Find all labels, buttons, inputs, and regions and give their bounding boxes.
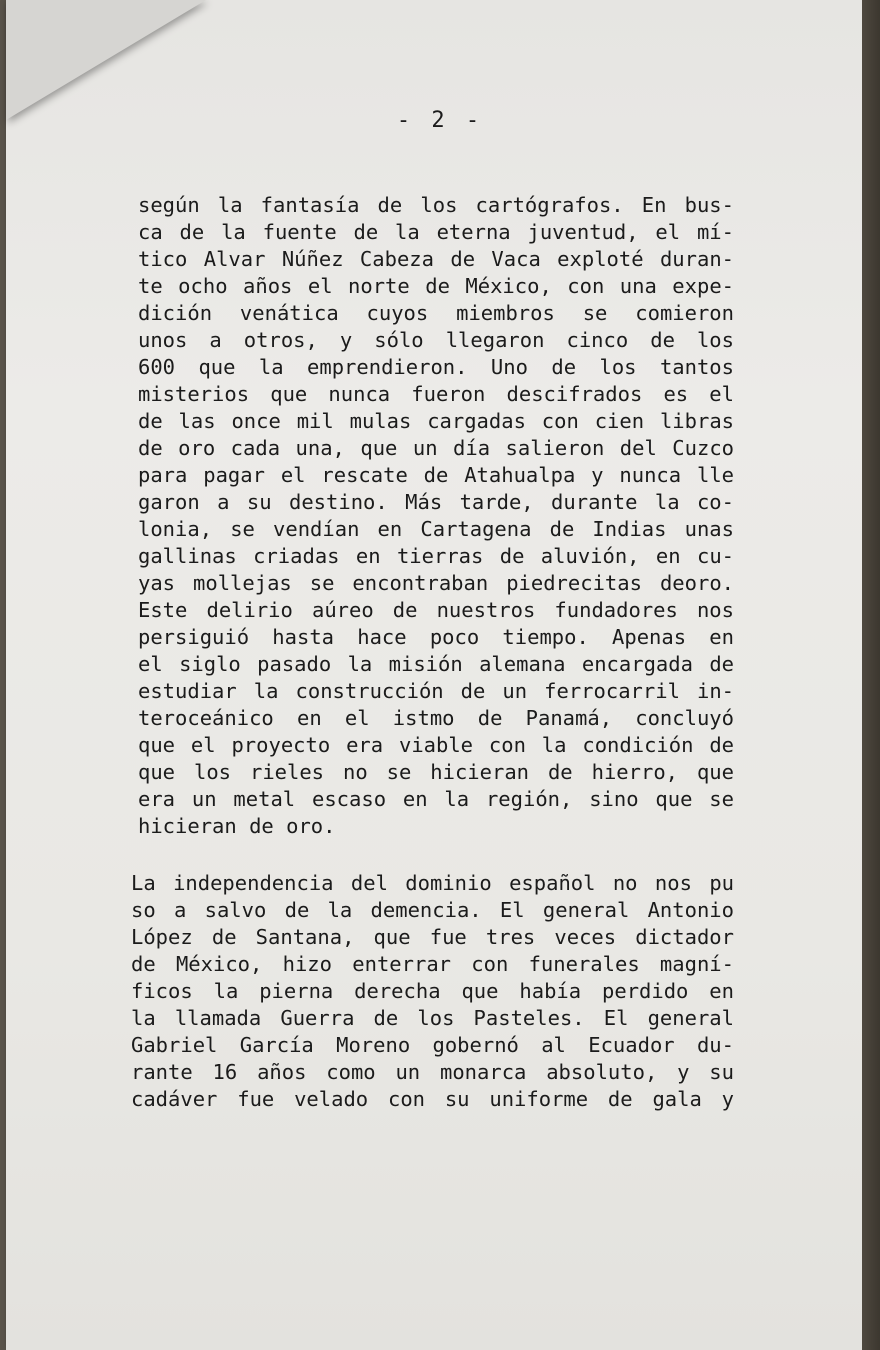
text-line: te ocho años el norte de México, con una expe- xyxy=(138,274,734,298)
text-line: ca de la fuente de la eterna juventud, el mí- xyxy=(138,220,734,244)
text-line: estudiar la construcción de un ferrocarril in- xyxy=(138,679,734,703)
paragraph-1 xyxy=(138,192,734,840)
text-line: que los rieles no se hicieran de hierro, que xyxy=(138,760,734,784)
text-line: de las once mil mulas cargadas con cien libras xyxy=(138,409,734,433)
text-line: de México, hizo enterrar con funerales magní- xyxy=(131,952,734,976)
text-line: el siglo pasado la misión alemana encargada de xyxy=(138,652,734,676)
text-line: garon a su destino. Más tarde, durante la co- xyxy=(138,490,734,514)
folded-sheet-corner xyxy=(6,0,206,120)
text-line: lonia, se vendían en Cartagena de Indias unas xyxy=(138,517,734,541)
text-line: tico Alvar Núñez Cabeza de Vaca exploté duran- xyxy=(138,247,734,271)
text-line: dición venática cuyos miembros se comieron xyxy=(138,301,734,325)
body-text xyxy=(131,192,734,1113)
text-line: López de Santana, que fue tres veces dictador xyxy=(131,925,734,949)
text-line: era un metal escaso en la región, sino que se xyxy=(138,787,734,811)
text-line: misterios que nunca fueron descifrados es el xyxy=(138,382,734,406)
text-line: para pagar el rescate de Atahualpa y nunca lle xyxy=(138,463,734,487)
text-line: unos a otros, y sólo llegaron cinco de los xyxy=(138,328,734,352)
page-edge-shadow xyxy=(862,0,880,1350)
text-line: rante 16 años como un monarca absoluto, y su xyxy=(131,1060,734,1084)
text-line: persiguió hasta hace poco tiempo. Apenas en xyxy=(138,625,734,649)
text-line: hicieran de oro. xyxy=(138,814,336,838)
text-line: según la fantasía de los cartógrafos. En bus- xyxy=(138,193,734,217)
text-line: teroceánico en el istmo de Panamá, concluyó xyxy=(138,706,734,730)
text-line: La independencia del dominio español no nos pu xyxy=(131,871,734,895)
page-number: - 2 - xyxy=(396,108,484,133)
text-line: gallinas criadas en tierras de aluvión, en cu- xyxy=(138,544,734,568)
text-line: 600 que la emprendieron. Uno de los tantos xyxy=(138,355,734,379)
text-line: cadáver fue velado con su uniforme de gala y xyxy=(131,1087,734,1111)
text-line: ficos la pierna derecha que había perdido en xyxy=(131,979,734,1003)
text-line: so a salvo de la demencia. El general Antonio xyxy=(131,898,734,922)
text-line: de oro cada una, que un día salieron del Cuzco xyxy=(138,436,734,460)
text-line: que el proyecto era viable con la condición de xyxy=(138,733,734,757)
text-line: yas mollejas se encontraban piedrecitas deoro. xyxy=(138,571,734,595)
text-line: Gabriel García Moreno gobernó al Ecuador du- xyxy=(131,1033,734,1057)
text-line: Este delirio aúreo de nuestros fundadores nos xyxy=(138,598,734,622)
paragraph-2 xyxy=(131,870,734,1113)
text-line: la llamada Guerra de los Pasteles. El general xyxy=(131,1006,734,1030)
